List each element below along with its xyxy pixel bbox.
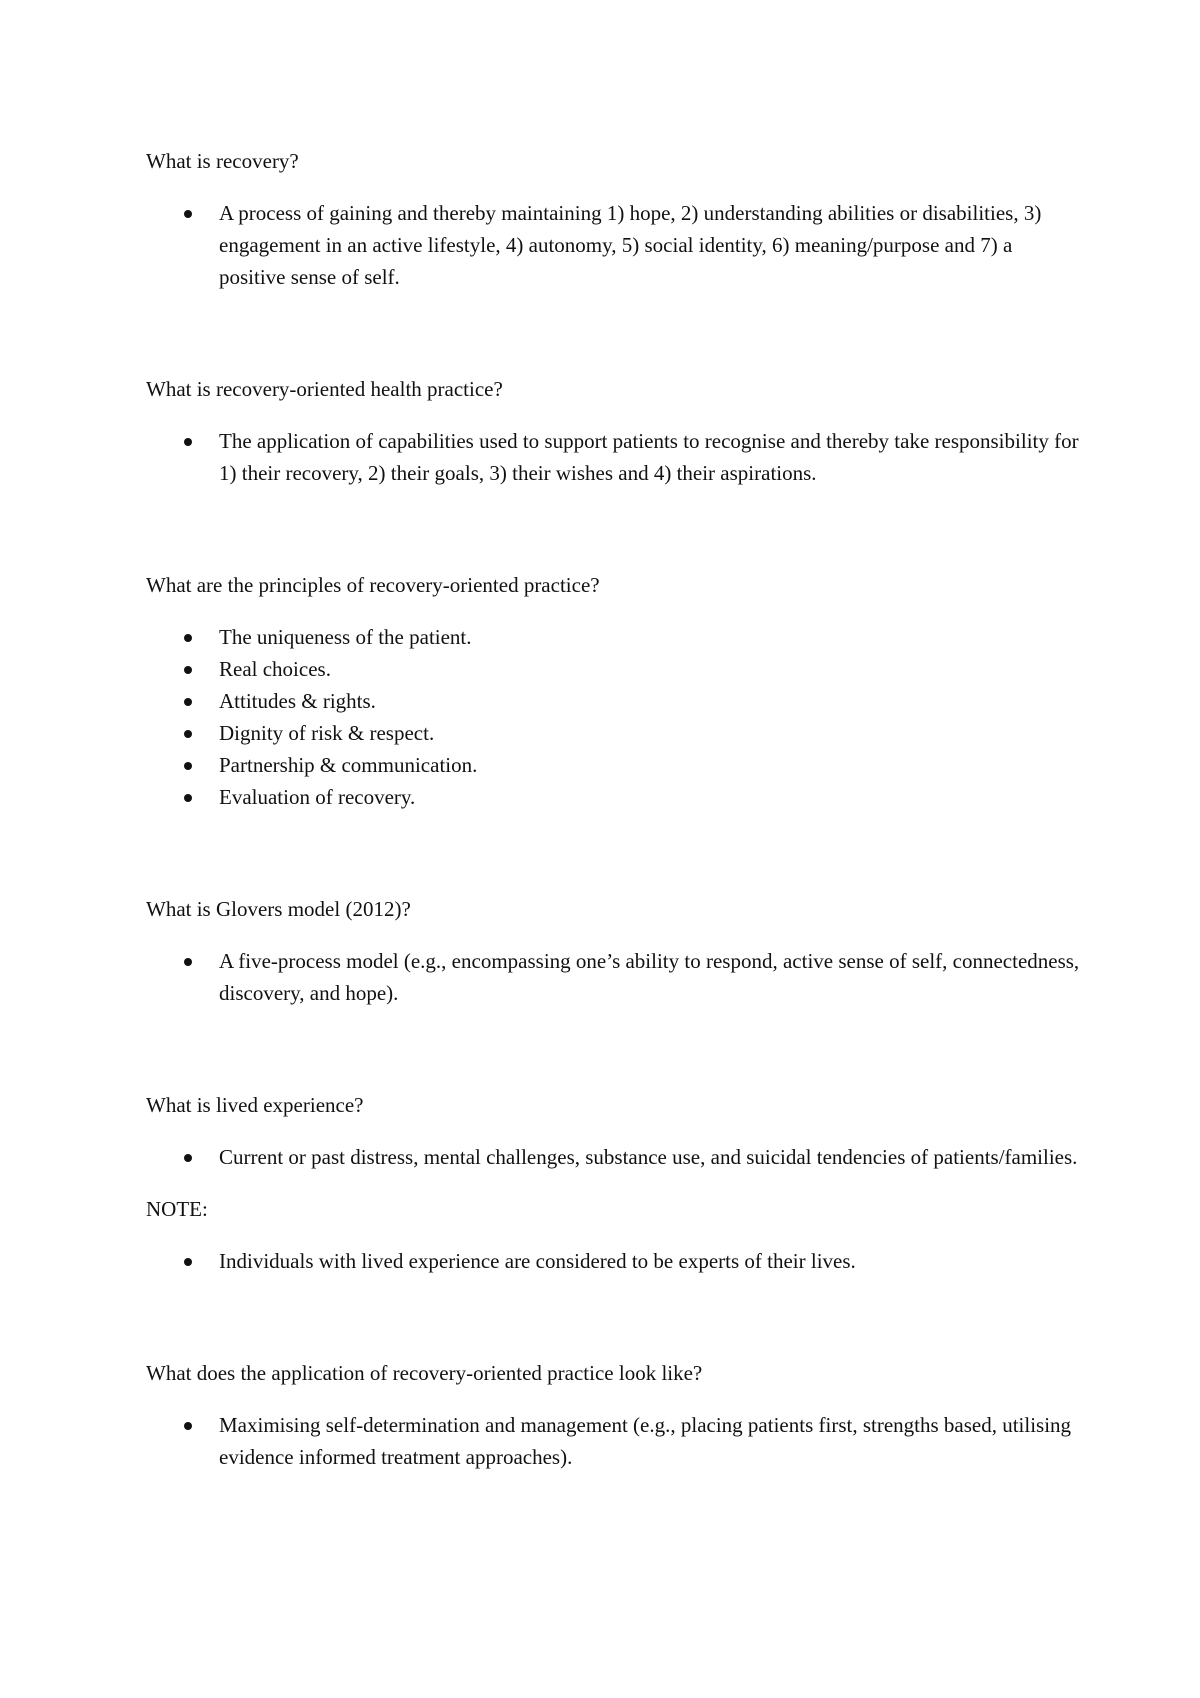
bullet-list xyxy=(146,621,1080,813)
bullet-item: Attitudes & rights. xyxy=(146,685,1080,717)
section-glovers-model xyxy=(146,893,1080,1009)
question-heading: What does the application of recovery-oriented practice look like? xyxy=(146,1361,703,1385)
section-note xyxy=(146,1193,1080,1277)
bullet-item: A five-process model (e.g., encompassing one’s ability to respond, active sense of self, connectedness, discovery, and hope). xyxy=(146,945,1080,1009)
bullet-item: Dignity of risk & respect. xyxy=(146,717,1080,749)
section-what-is-recovery xyxy=(146,145,1080,293)
question-heading: What is lived experience? xyxy=(146,1093,364,1117)
question-heading: What is recovery? xyxy=(146,149,299,173)
section-application xyxy=(146,1357,1080,1473)
bullet-item: The uniqueness of the patient. xyxy=(146,621,1080,653)
bullet-item: Individuals with lived experience are considered to be experts of their lives. xyxy=(146,1245,1080,1277)
bullet-list xyxy=(146,1409,1080,1473)
section-spacer xyxy=(146,489,1080,569)
question-heading: What is recovery-oriented health practice? xyxy=(146,377,503,401)
section-spacer xyxy=(146,1277,1080,1357)
section-lived-experience xyxy=(146,1089,1080,1173)
section-spacer xyxy=(146,813,1080,893)
bullet-list xyxy=(146,945,1080,1009)
question-heading: What is Glovers model (2012)? xyxy=(146,897,411,921)
section-principles xyxy=(146,569,1080,813)
question-heading: What are the principles of recovery-oriented practice? xyxy=(146,573,600,597)
bullet-item: Partnership & communication. xyxy=(146,749,1080,781)
bullet-item: Maximising self-determination and management (e.g., placing patients first, strengths based, utilising evidence informed treatment approaches). xyxy=(146,1409,1080,1473)
bullet-item: A process of gaining and thereby maintaining 1) hope, 2) understanding abilities or disabilities, 3) engagement in an active lifestyle, 4) autonomy, 5) social identity, 6) meaning/purpose and 7) a positive sense of self. xyxy=(146,197,1080,293)
section-spacer xyxy=(146,1009,1080,1089)
section-spacer xyxy=(146,293,1080,373)
bullet-item: Real choices. xyxy=(146,653,1080,685)
note-heading: NOTE: xyxy=(146,1197,208,1221)
bullet-item: Current or past distress, mental challenges, substance use, and suicidal tendencies of patients/families. xyxy=(146,1141,1080,1173)
bullet-item: Evaluation of recovery. xyxy=(146,781,1080,813)
bullet-item: The application of capabilities used to support patients to recognise and thereby take responsibility for 1) their recovery, 2) their goals, 3) their wishes and 4) their aspirations. xyxy=(146,425,1080,489)
section-recovery-oriented-practice xyxy=(146,373,1080,489)
bullet-list xyxy=(146,1245,1080,1277)
section-spacer xyxy=(146,1173,1080,1193)
bullet-list xyxy=(146,425,1080,489)
bullet-list xyxy=(146,197,1080,293)
bullet-list xyxy=(146,1141,1080,1173)
